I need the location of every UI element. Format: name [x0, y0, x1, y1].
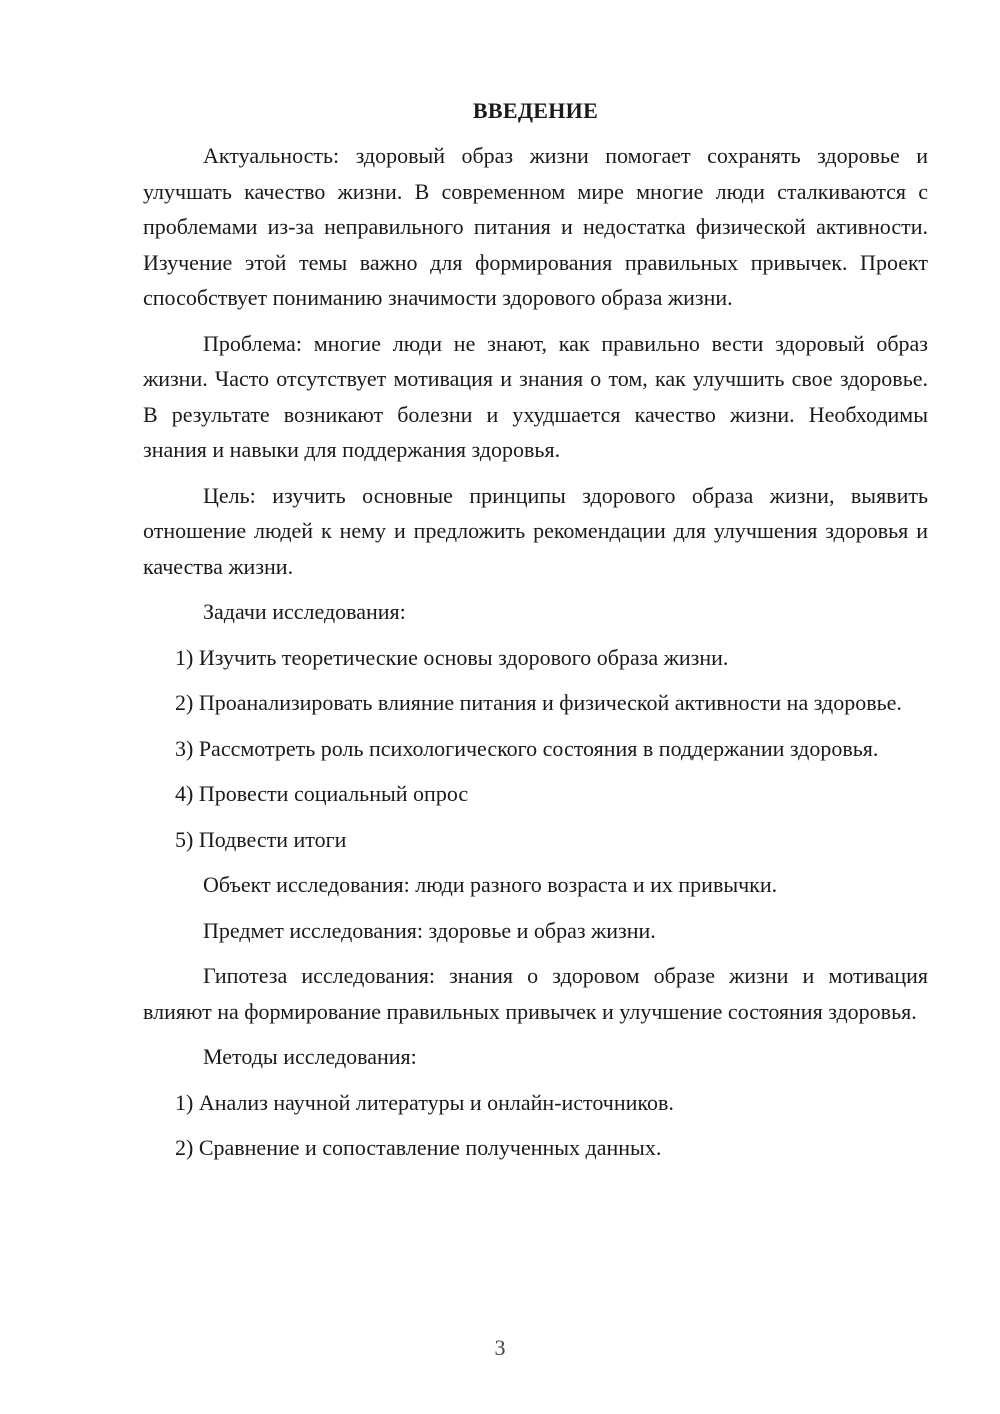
problem-paragraph: Проблема: многие люди не знают, как правильно вести здоровый образ жизни. Часто отсутствует мотивация и знания о том, как улучшить свое здоровье. В результате возникают болезни и ухудшается качество жизни. Необходимы знания и навыки для поддержания здоровья. [143, 330, 928, 462]
page-number: 3 [494, 1335, 506, 1360]
goal-paragraph: Цель: изучить основные принципы здорового образа жизни, выявить отношение людей к нему и предложить рекомендации для улучшения здоровья и качества жизни. [143, 482, 928, 579]
relevance-paragraph: Актуальность: здоровый образ жизни помогает сохранять здоровье и улучшать качество жизни. В современном мире многие люди сталкиваются с проблемами из-за неправильного питания и недостатка физической активности. Изучение этой темы важно для формирования правильных привычек. Проект способствует пониманию значимости здорового образа жизни. [143, 143, 928, 310]
task-item-4: 4) Провести социальный опрос [175, 781, 469, 806]
method-item-2: 2) Сравнение и сопоставление полученных данных. [175, 1135, 662, 1160]
task-item-2: 2) Проанализировать влияние питания и физической активности на здоровье. [175, 690, 902, 715]
tasks-label: Задачи исследования: [203, 599, 406, 624]
task-item-5: 5) Подвести итоги [175, 826, 347, 852]
page-title: ВВЕДЕНИЕ [472, 98, 599, 123]
subject-statement: Предмет исследования: здоровье и образ жизни. [203, 917, 656, 943]
methods-label: Методы исследования: [203, 1044, 417, 1069]
task-item-3: 3) Рассмотреть роль психологического состояния в поддержании здоровья. [175, 735, 879, 761]
task-item-1: 1) Изучить теоретические основы здорового образа жизни. [175, 644, 729, 670]
hypothesis-paragraph: Гипотеза исследования: знания о здоровом образе жизни и мотивация влияют на формирование правильных привычек и улучшение состояния здоровья. [143, 963, 928, 1024]
page-content [143, 96, 928, 1176]
object-statement: Объект исследования: люди разного возраста и их привычки. [203, 872, 778, 897]
method-item-1: 1) Анализ научной литературы и онлайн-источников. [175, 1089, 674, 1115]
